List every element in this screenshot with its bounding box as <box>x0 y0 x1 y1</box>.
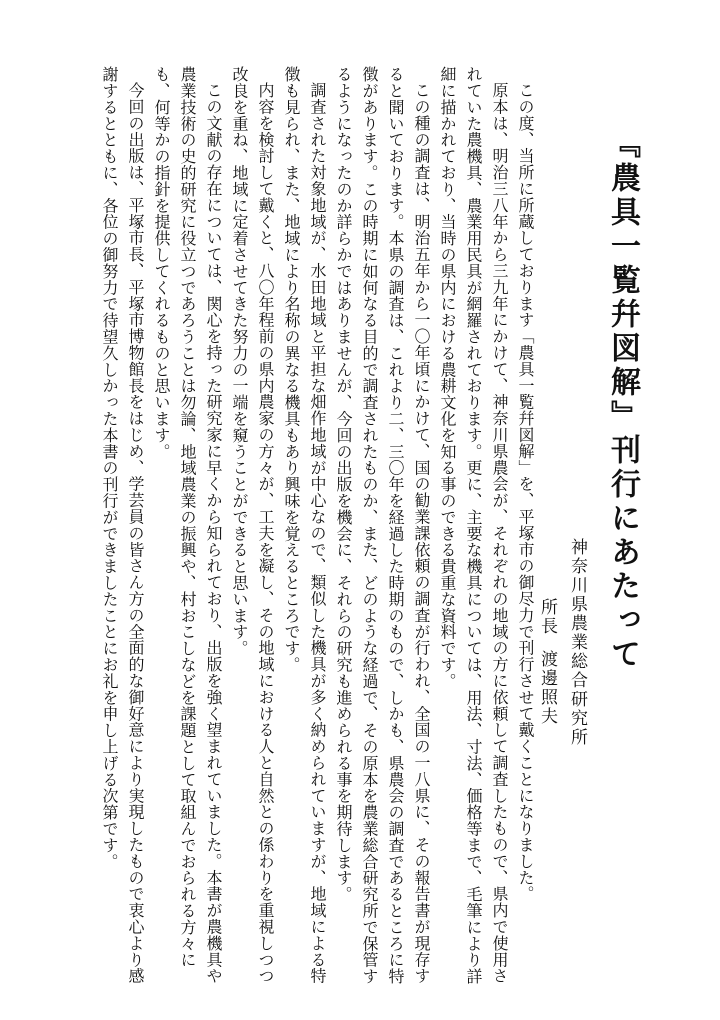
paragraph: 内容を検討して戴くと、八〇年程前の県内農家の方々が、工夫を凝し、その地域における人と自然との係わりを重視しつつ改良を重ね、地域に定着させてきた努力の一端を窺うことができると思います。 <box>230 66 275 984</box>
author-position: 所長 <box>537 598 557 636</box>
page-title: 『農具一覧幷図解』刊行にあたって <box>605 128 640 672</box>
paragraph: 今回の出版は、平塚市長、平塚市博物館長をはじめ、学芸員の皆さん方の全面的な御好意により実現したもので衷心より感謝するとともに、各位の御努力で待望久しかった本書の刊行ができましたことにお礼を申し上げる次第です。 <box>100 66 145 984</box>
paragraph: 調査された対象地域が、水田地域と平担な畑作地域が中心なので、類似した機具が多く納められていますが、地域による特徴も見られ、また、地域により名称の異なる機具もあり興味を覚えるところです。 <box>282 66 327 984</box>
body-text <box>78 66 538 996</box>
paragraph: この種の調査は、明治五年から一〇年頃にかけて、国の勧業課依頼の調査が行われ、全国の一八県に、その報告書が現存すると聞いております。本県の調査は、これより二、三〇年を経過した時期のもので、しかも、県農会の調査であるところに特徴があります。この時期に如何なる目的で調査されたものか、また、どのような経過で、その原本を農業総合研究所で保管するようになったのか詳らかではありませんが、今回の出版を機会に、それらの研究も進められる事を期待します。 <box>334 66 431 985</box>
paragraph: 原本は、明治三八年から三九年にかけて、神奈川県農会が、それぞれの地域の方に依頼して調査したもので、県内で使用されていた農機具、農業用民具が網羅されております。更に、主要な機具については、用法、寸法、価格等まで、毛筆により詳細に描かれており、当時の県内における農耕文化を知る事のできる貴重な資料です。 <box>438 66 509 985</box>
author-name: 渡邊照夫 <box>537 650 557 726</box>
author-organization: 神奈川県農業総合研究所 <box>567 538 587 747</box>
author-line <box>535 598 560 726</box>
paragraph: この度、当所に所蔵しております「農具一覧幷図解」を、平塚市の御尽力で刊行させて戴くことになりました。 <box>516 82 535 902</box>
paragraph: この文献の存在については、関心を持った研究家に早くから知られており、出版を強く望まれていました。本書が農機具や農業技術の史的研究に役立つであろうことは勿論、地域農業の振興や、村おこしなどを課題として取組んでおられる方々にも、何等かの指針を提供してくれるものと思います。 <box>152 66 223 984</box>
